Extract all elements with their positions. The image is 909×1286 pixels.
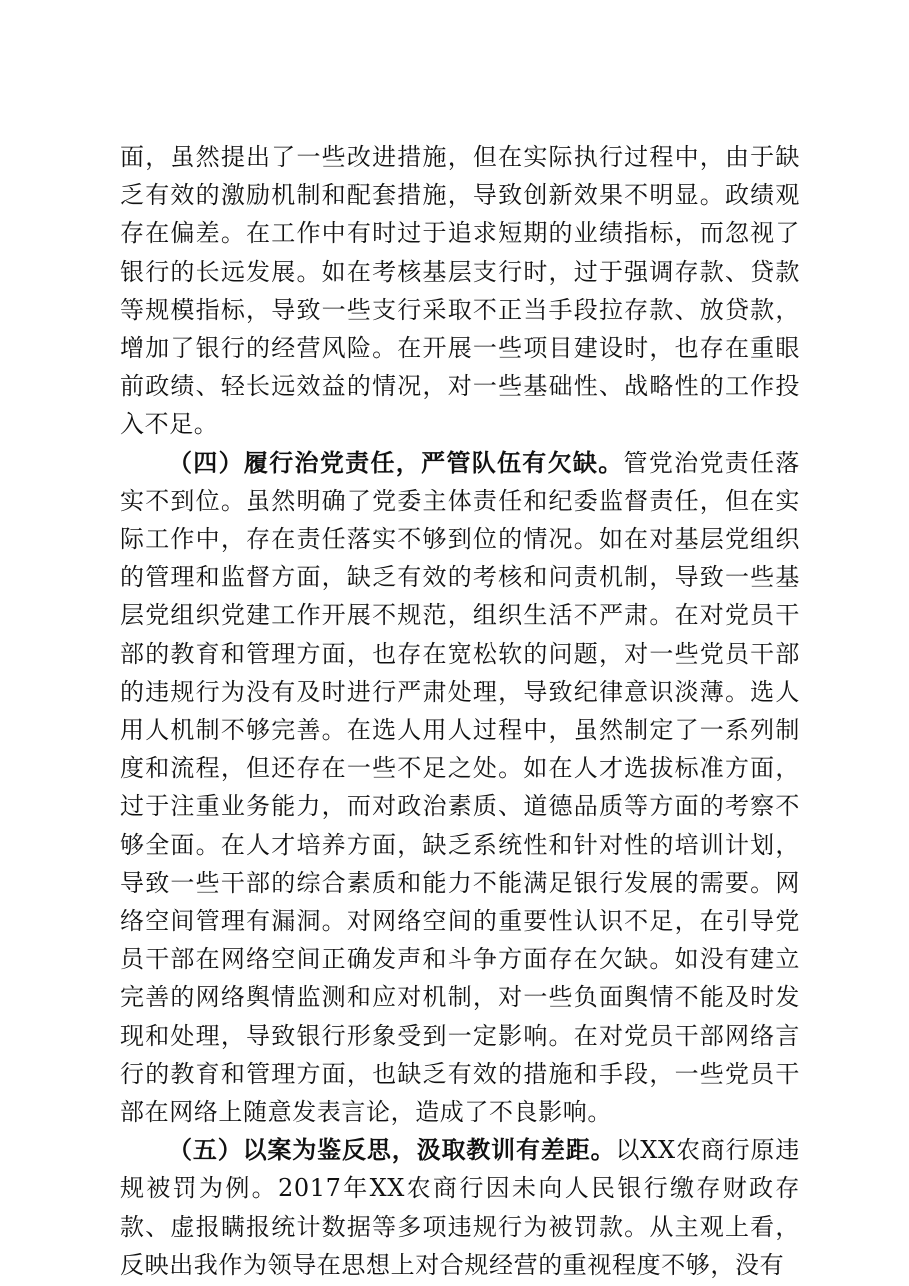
paragraph-text: 面，虽然提出了一些改进措施，但在实际执行过程中，由于缺乏有效的激励机制和配套措施，导致创新效果不明显。政绩观存在偏差。在工作中有时过于追求短期的业绩指标，而忽视了银行的长远发展。如在考核基层支行时，过于强调存款、贷款等规模指标，导致一些支行采取不正当手段拉存款、放贷款，增加了银行的经营风险。在开展一些项目建设时，也存在重眼前政绩、轻长远效益的情况，对一些基础性、战略性的工作投入不足。 [120,143,800,439]
section-heading-five: （五）以案为鉴反思，汲取教训有差距。 [168,1135,616,1165]
document-body [120,138,800,1284]
paragraph-continuation [120,138,800,444]
paragraph-section-four [120,444,800,1132]
paragraph-section-five [120,1131,800,1284]
paragraph-text: 管党治党责任落实不到位。虽然明确了党委主体责任和纪委监督责任，但在实际工作中，存在责任落实不够到位的情况。如在对基层党组织的管理和监督方面，缺乏有效的考核和问责机制，导致一些基层党组织党建工作开展不规范，组织生活不严肃。在对党员干部的教育和管理方面，也存在宽松软的问题，对一些党员干部的违规行为没有及时进行严肃处理，导致纪律意识淡薄。选人用人机制不够完善。在选人用人过程中，虽然制定了一系列制度和流程，但还存在一些不足之处。如在人才选拔标准方面，过于注重业务能力，而对政治素质、道德品质等方面的考察不够全面。在人才培养方面，缺乏系统性和针对性的培训计划，导致一些干部的综合素质和能力不能满足银行发展的需要。网络空间管理有漏洞。对网络空间的重要性认识不足，在引导党员干部在网络空间正确发声和斗争方面存在欠缺。如没有建立完善的网络舆情监测和应对机制，对一些负面舆情不能及时发现和处理，导致银行形象受到一定影响。在对党员干部网络言行的教育和管理方面，也缺乏有效的措施和手段，一些党员干部在网络上随意发表言论，造成了不良影响。 [120,448,800,1127]
paragraph-text: 以XX农商行原违规被罚为例。2017年XX农商行因未向人民银行缴存财政存款、虚报瞒报统计数据等多项违规行为被罚款。从主观上看，反映出我作为领导在思想上对合规经营的重视程度不够，没有 [120,1136,800,1279]
section-heading-four: （四）履行治党责任，严管队伍有欠缺。 [168,447,624,477]
